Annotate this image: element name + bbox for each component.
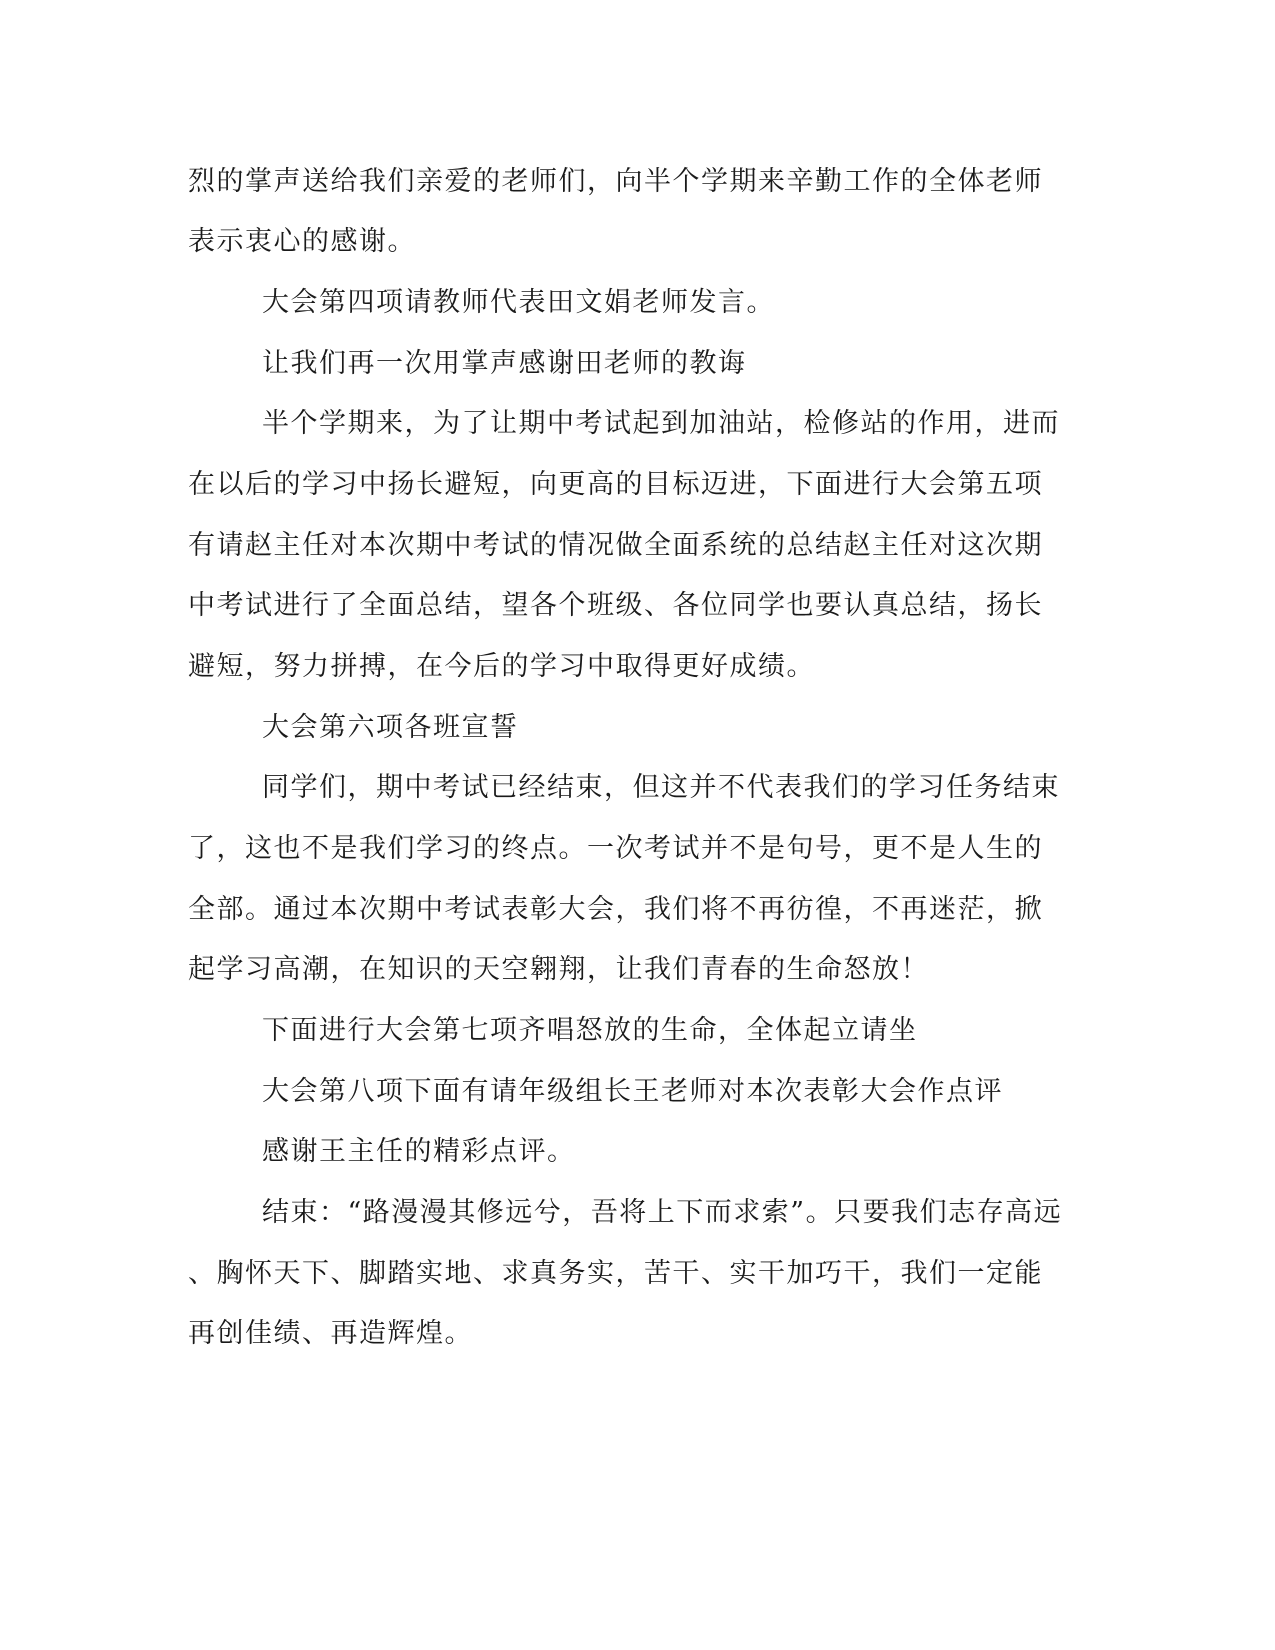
text-line: 有请赵主任对本次期中考试的情况做全面系统的总结赵主任对这次期 xyxy=(188,530,1043,561)
text-line: 让我们再一次用掌声感谢田老师的教诲 xyxy=(262,348,747,379)
text-line: 表示衷心的感谢。 xyxy=(188,226,416,257)
text-line: 避短，努力拼搏，在今后的学习中取得更好成绩。 xyxy=(188,651,815,682)
text-line: 在以后的学习中扬长避短，向更高的目标迈进，下面进行大会第五项 xyxy=(188,469,1043,500)
text-line: 大会第四项请教师代表田文娟老师发言。 xyxy=(262,287,775,318)
text-line: 半个学期来，为了让期中考试起到加油站，检修站的作用，进而 xyxy=(262,408,1060,439)
text-line: 烈的掌声送给我们亲爱的老师们，向半个学期来辛勤工作的全体老师 xyxy=(188,166,1043,197)
text-line: 大会第六项各班宣誓 xyxy=(262,712,519,743)
text-line: 大会第八项下面有请年级组长王老师对本次表彰大会作点评 xyxy=(262,1076,1003,1107)
text-line: 、胸怀天下、脚踏实地、求真务实，苦干、实干加巧干，我们一定能 xyxy=(188,1258,1043,1289)
text-line: 感谢王主任的精彩点评。 xyxy=(262,1136,576,1167)
text-line: 再创佳绩、再造辉煌。 xyxy=(188,1318,473,1349)
text-line: 起学习高潮，在知识的天空翱翔，让我们青春的生命怒放！ xyxy=(188,954,929,985)
text-line: 下面进行大会第七项齐唱怒放的生命，全体起立请坐 xyxy=(262,1015,918,1046)
text-line: 中考试进行了全面总结，望各个班级、各位同学也要认真总结，扬长 xyxy=(188,590,1043,621)
text-line: 同学们，期中考试已经结束，但这并不代表我们的学习任务结束 xyxy=(262,772,1060,803)
text-line: 了，这也不是我们学习的终点。一次考试并不是句号，更不是人生的 xyxy=(188,833,1043,864)
text-line: 结束：“路漫漫其修远兮，吾将上下而求索”。只要我们志存高远 xyxy=(262,1197,1063,1228)
text-line: 全部。通过本次期中考试表彰大会，我们将不再彷徨，不再迷茫，掀 xyxy=(188,894,1043,925)
